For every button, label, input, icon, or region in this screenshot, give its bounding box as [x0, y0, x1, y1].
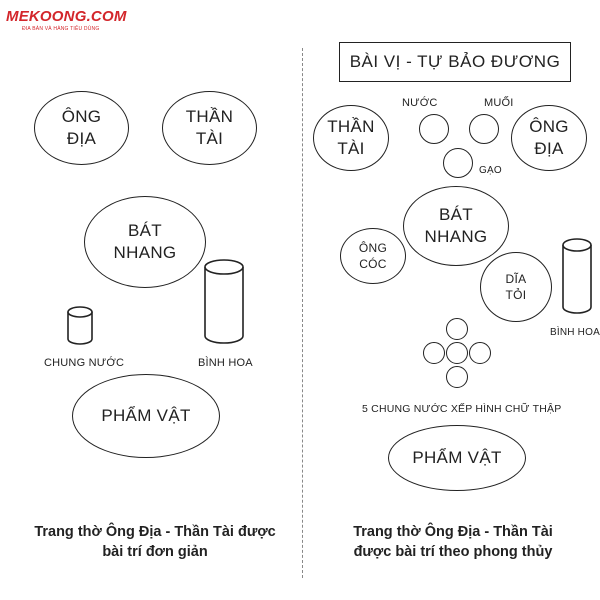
- right-bat-nhang-line2: NHANG: [424, 227, 488, 246]
- dia-toi-ellipse: [480, 252, 552, 322]
- logo-tagline: ĐIA BÀN VÀ HÀNG TIÊU DÙNG: [22, 26, 100, 32]
- chung-nuoc-cup-icon: [66, 306, 94, 346]
- than-tai-line2: TÀI: [195, 129, 224, 148]
- right-bat-nhang-ellipse: [403, 186, 509, 266]
- muoi-label: MUỐI: [484, 97, 514, 109]
- muoi-cup-circle: [469, 114, 499, 144]
- cross-cup-left: [423, 342, 445, 364]
- pham-vat-ellipse: [72, 374, 220, 458]
- right-than-tai-ellipse: [313, 105, 389, 171]
- dia-toi-line1: DĨA: [505, 272, 527, 286]
- gao-cup-circle: [443, 148, 473, 178]
- right-ong-dia-line1: ÔNG: [529, 117, 569, 136]
- logo-text: MEKOONG.COM: [6, 8, 127, 25]
- right-pham-vat-label: PHẨM VẬT: [412, 448, 502, 467]
- chung-nuoc-label: CHUNG NƯỚC: [44, 357, 125, 369]
- panel-divider: [302, 48, 303, 578]
- gao-label: GẠO: [479, 165, 502, 176]
- cross-cup-top: [446, 318, 468, 340]
- nuoc-cup-circle: [419, 114, 449, 144]
- ong-dia-line1: ÔNG: [61, 107, 102, 126]
- right-than-tai-line1: THẦN: [327, 117, 375, 136]
- ong-dia-ellipse: [34, 91, 129, 165]
- right-caption-line1: Trang thờ Ông Địa - Thần Tài: [353, 524, 553, 540]
- right-binh-hoa-vase-icon: [561, 238, 593, 316]
- dia-toi-line2: TỎI: [505, 288, 527, 302]
- than-tai-line1: THẦN: [185, 107, 234, 126]
- cross-cup-right: [469, 342, 491, 364]
- bai-vi-plaque: BÀI VỊ - TỰ BẢO ĐƯƠNG: [339, 42, 571, 82]
- right-than-tai-line2: TÀI: [337, 139, 365, 158]
- right-bat-nhang-line1: BÁT: [439, 205, 473, 224]
- bat-nhang-ellipse: [84, 196, 206, 288]
- right-caption-line2: được bài trí theo phong thủy: [353, 544, 553, 560]
- bat-nhang-line1: BÁT: [128, 221, 162, 240]
- chung-nuoc-cross-label: 5 CHUNG NƯỚC XẾP HÌNH CHỮ THẬP: [362, 403, 562, 415]
- ong-coc-line1: ÔNG: [358, 241, 388, 255]
- ong-dia-line2: ĐỊA: [66, 129, 97, 148]
- right-ong-dia-line2: ĐỊA: [534, 139, 564, 158]
- right-caption: [318, 522, 588, 562]
- than-tai-ellipse: [162, 91, 257, 165]
- right-binh-hoa-label: BÌNH HOA: [550, 327, 600, 338]
- binh-hoa-label: BÌNH HOA: [198, 357, 253, 369]
- pham-vat-label: PHẨM VẬT: [101, 406, 191, 425]
- ong-coc-line2: CÓC: [359, 257, 387, 271]
- left-caption-line1: Trang thờ Ông Địa - Thần Tài được: [34, 524, 276, 540]
- cross-cup-center: [446, 342, 468, 364]
- ong-coc-ellipse: [340, 228, 406, 284]
- binh-hoa-vase-icon: [203, 258, 245, 346]
- nuoc-label: NƯỚC: [402, 97, 438, 109]
- bat-nhang-line2: NHANG: [113, 243, 177, 262]
- left-caption-line2: bài trí đơn giản: [102, 544, 208, 560]
- cross-cup-bottom: [446, 366, 468, 388]
- right-pham-vat-ellipse: [388, 425, 526, 491]
- site-logo[interactable]: [6, 8, 127, 32]
- left-caption: [20, 522, 290, 562]
- right-ong-dia-ellipse: [511, 105, 587, 171]
